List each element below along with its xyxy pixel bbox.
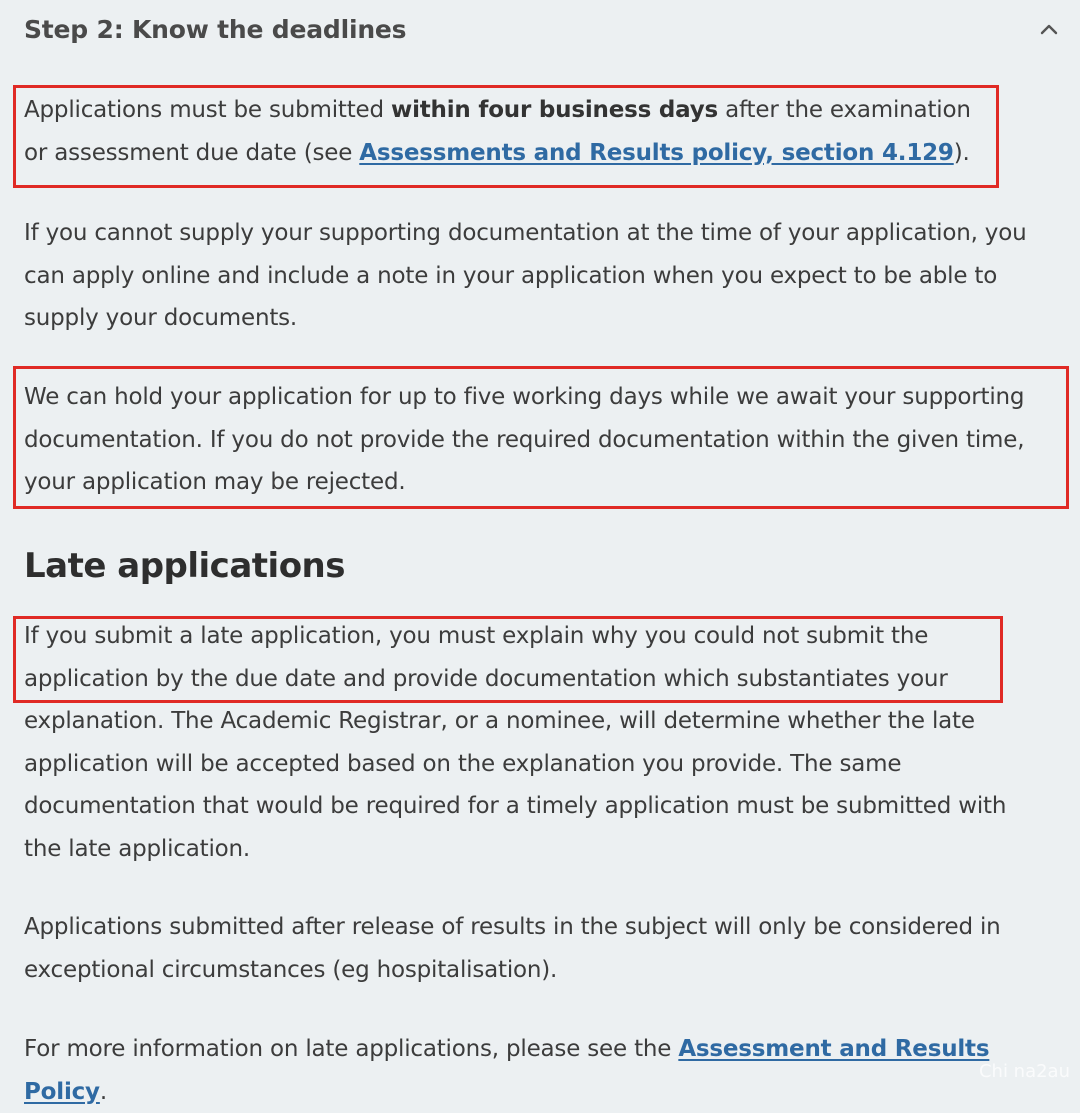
assessments-results-policy-link[interactable]: Assessments and Results policy, section 4.129 xyxy=(359,139,954,166)
late-applications-heading: Late applications xyxy=(24,546,345,586)
late-application-paragraph: If you submit a late application, you must explain why you could not submit the application by the due date and provide documentation which substantiates your explanation. The Academic Registrar, or a nominee, will determine whether the late application will be accepted based on the explanation you provide. The same documentation that would be required for a timely application must be submitted with the late application. xyxy=(24,623,1007,862)
hold-application-paragraph: We can hold your application for up to five working days while we await your supporting documentation. If you do not provide the required documentation within the given time, your application may be rejected. xyxy=(24,384,1025,495)
deadline-emphasis: within four business days xyxy=(391,97,719,123)
deadline-text-start: Applications must be submitted xyxy=(24,97,392,123)
more-info-paragraph xyxy=(24,1028,1064,1113)
accordion-title: Step 2: Know the deadlines xyxy=(24,14,407,44)
watermark: Chi na2au xyxy=(978,1061,1070,1082)
more-info-end: . xyxy=(99,1078,107,1105)
chevron-up-icon[interactable] xyxy=(1038,18,1060,40)
deadline-paragraph xyxy=(24,89,999,174)
deadline-text-middle: after the examination or assessment due date (see xyxy=(24,97,971,166)
deadline-text-end: ). xyxy=(953,139,970,166)
supporting-docs-paragraph: If you cannot supply your supporting documentation at the time of your application, you can apply online and include a note in your application when you expect to be able to supply your documents. xyxy=(24,220,1027,331)
accordion-header-step-2[interactable] xyxy=(24,8,1064,50)
more-info-text: For more information on late applications, please see the xyxy=(24,1036,679,1062)
after-results-paragraph: Applications submitted after release of results in the subject will only be considered in exceptional circumstances (eg hospitalisation). xyxy=(24,914,1001,983)
assessment-results-policy-link[interactable]: Assessment and Results Policy xyxy=(24,1036,990,1105)
